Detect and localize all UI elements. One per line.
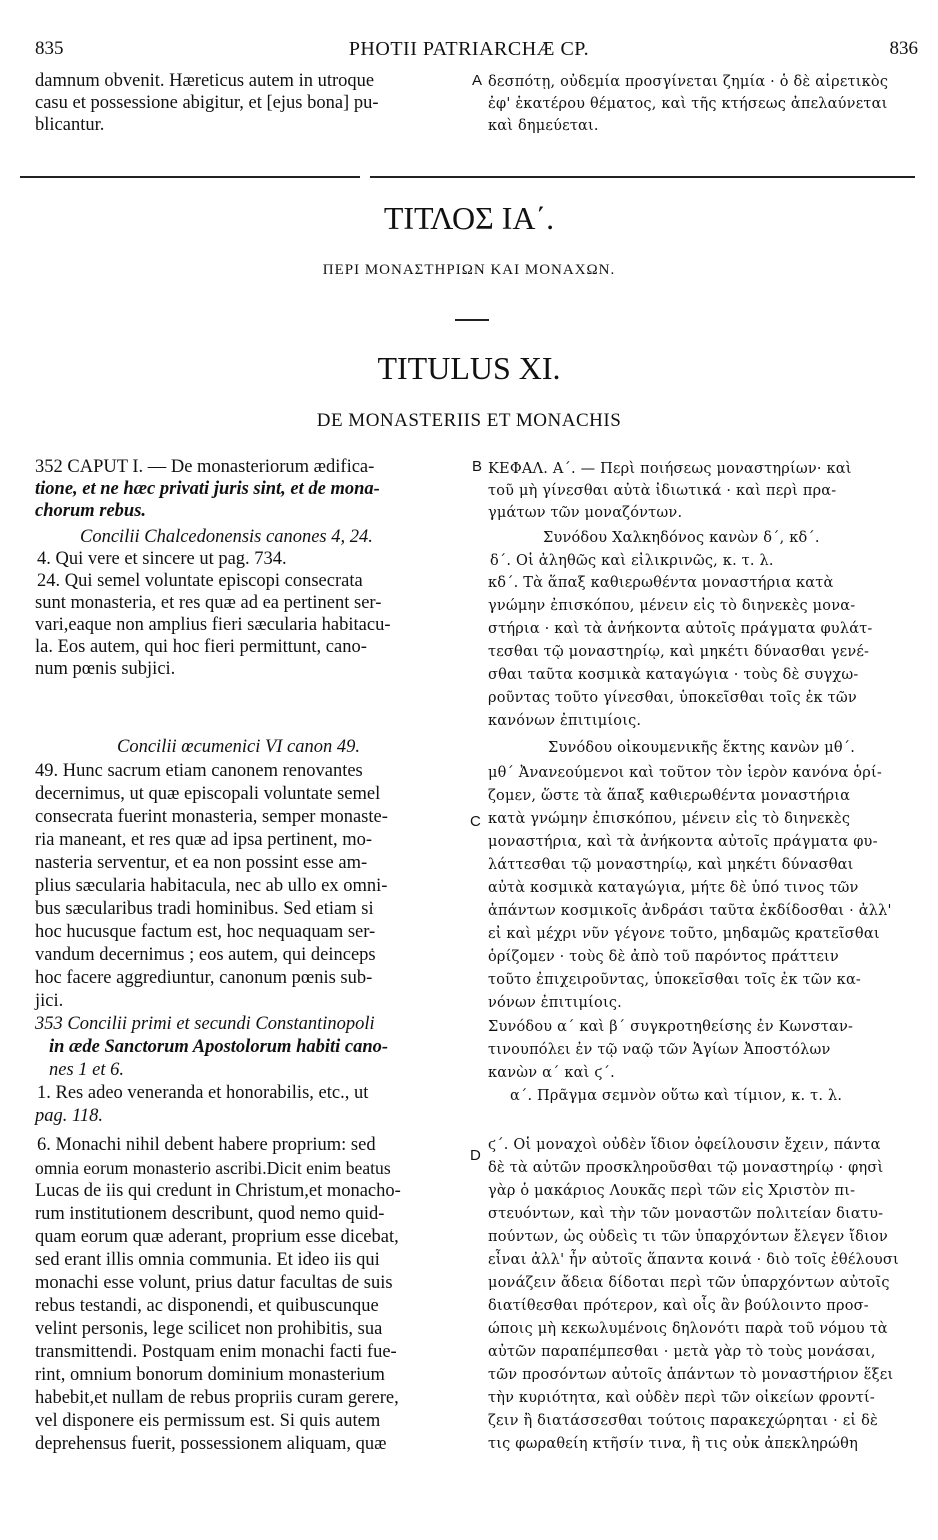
text-line: plius sæcularia habitacula, nec ab ullo ex omni-: [35, 876, 388, 896]
text-line: δὲ τὰ αὐτῶν προσκληροῦσθαι τῷ μοναστηρίῳ · φησὶ: [488, 1160, 884, 1176]
text-line: κανόνων ἐπιτιμίοις.: [488, 713, 642, 729]
text-line: αὐτὰ κοσμικὰ καταγώγια, μήτε δὲ ὑπό τινος τῶν: [488, 880, 859, 896]
margin-letter: C: [470, 813, 481, 830]
text-line: sunt monasteria, et res quæ ad ea pertinent ser-: [35, 593, 382, 613]
text-line: στήρια · καὶ τὰ ἀνήκοντα αὐτοῖς πράγματα φυλάτ-: [488, 621, 873, 637]
text-line: Συνόδου οἰκουμενικῆς ἕκτης κανὼν μθ΄.: [548, 740, 856, 756]
text-line: nes 1 et 6.: [49, 1060, 125, 1080]
text-line: ζειν ἢ διατάσσεσθαι τούτοις παρακεχώρηται · εἰ δὲ: [488, 1413, 879, 1429]
running-title: PHOTII PATRIARCHÆ CP.: [348, 38, 590, 60]
text-line: vandum decernimus ; eos autem, qui deinceps: [35, 945, 376, 965]
margin-letter: A: [472, 72, 483, 89]
divider-rule: [20, 176, 360, 178]
page-number-left: 835: [35, 38, 64, 59]
text-line: 49. Hunc sacrum etiam canonem renovantes: [35, 761, 363, 781]
text-line: casu et possessione abigitur, et [ejus bona] pu-: [35, 93, 379, 113]
text-line: 6. Monachi nihil debent habere proprium: sed: [37, 1135, 376, 1155]
text-line: quam eorum quæ aderant, proprium esse dicebat,: [35, 1227, 399, 1247]
margin-letter: D: [470, 1147, 481, 1164]
text-line: διατίθεσθαι πρότερον, καὶ οἷς ἂν βούλοιντο προσ-: [488, 1298, 869, 1314]
text-line: velint personis, lege scilicet non prohibitis, sua: [35, 1319, 383, 1339]
text-line: τεσθαι τῷ μοναστηρίῳ, καὶ μηκέτι δύνασθαι γενέ-: [488, 644, 870, 660]
latin-title: TITULUS XI.: [377, 350, 561, 386]
text-line: habebit,et nullam de rebus propriis curam gerere,: [35, 1388, 399, 1408]
text-line: rebus testandi, ac disponendi, et quibuscunque: [35, 1296, 379, 1316]
text-line: la. Eos autem, qui hoc fieri permittunt, cano-: [35, 637, 367, 657]
text-line: γὰρ ὁ μακάριος Λουκᾶς περὶ τῶν εἰς Χριστὸν πι-: [488, 1183, 856, 1199]
text-line: τὴν κυριότητα, καὶ οὐδὲν περὶ τῶν οἰκείων φροντί-: [488, 1390, 875, 1406]
text-line: num pœnis subjici.: [35, 659, 176, 679]
text-line: αὐτῶν παραπέμπεσθαι · μετὰ γὰρ τὸ τοὺς μονάσαι,: [488, 1344, 876, 1360]
text-line: 353 Concilii primi et secundi Constantinopoli: [35, 1014, 375, 1034]
text-line: μθ΄ Ἀνανεούμενοι καὶ τοῦτον τὸν ἱερὸν κανόνα ὁρί-: [488, 765, 882, 781]
text-line: ροῦντας τοῦτο γίνεσθαι, ὑποκεῖσθαι τοῖς ἐκ τῶν: [488, 690, 857, 706]
text-line: μοναστήρια, καὶ τὰ ἀνήκοντα αὐτοῖς πράγματα φυ-: [488, 834, 878, 850]
text-line: ΚΕΦΑΛ. Α΄. — Περὶ ποιήσεως μοναστηρίων· καὶ: [488, 461, 852, 477]
text-line: hoc hucusque factum est, hoc nequaquam ser-: [35, 922, 376, 942]
short-rule: [455, 319, 489, 321]
text-line: Lucas de iis qui credunt in Christum,et monacho-: [35, 1181, 401, 1201]
text-line: κδ΄. Τὰ ἅπαξ καθιερωθέντα μοναστήρια κατὰ: [488, 575, 834, 591]
text-line: transmittendi. Postquam enim monachi facti fue-: [35, 1342, 397, 1362]
text-line: 1. Res adeo veneranda et honorabilis, etc., ut: [37, 1083, 369, 1103]
text-line: vel disponere eis permissum est. Si quis autem: [35, 1411, 381, 1431]
text-line: 352 CAPUT I. — De monasteriorum ædifica-: [35, 457, 375, 477]
text-line: καὶ δημεύεται.: [488, 118, 599, 134]
text-line: ria maneant, et res quæ ad ipsa pertinent, mo-: [35, 830, 373, 850]
text-line: τινουπόλει ἐν τῷ ναῷ τῶν Ἁγίων Ἀποστόλων: [488, 1042, 831, 1058]
text-line: σθαι ταῦτα κοσμικὰ καταγώγια · τοὺς δὲ συγχω-: [488, 667, 859, 683]
page-number-right: 836: [889, 38, 918, 59]
text-line: rum institutionem describunt, quod nemo quid-: [35, 1204, 385, 1224]
text-line: Συνόδου α΄ καὶ β΄ συγκροτηθείσης ἐν Κωνσταν-: [488, 1019, 854, 1035]
text-line: ἁπάντων κοσμικοῖς ἀνδράσι ταῦτα ἐκδίδοσθαι · ἀλλ': [488, 903, 892, 919]
text-line: omnia eorum monasterio ascribi.Dicit enim beatus: [35, 1158, 391, 1178]
text-line: πούντων, ὡς οὐδεὶς τι τῶν ὑπαρχόντων ἔλεγεν ἴδιον: [488, 1229, 888, 1245]
text-line: bus sæcularibus tradi hominibus. Sed etiam si: [35, 899, 374, 919]
text-line: 24. Qui semel voluntate episcopi consecrata: [37, 571, 363, 591]
text-line: Concilii œcumenici VI canon 49.: [117, 737, 361, 757]
text-line: sed erant illis omnia communia. Et ideo iis qui: [35, 1250, 380, 1270]
text-line: ὁρίζομεν · τοὺς δὲ ἀπὸ τοῦ παρόντος πράττειν: [488, 949, 839, 965]
text-line: decernimus, ut quæ episcopali voluntate semel: [35, 784, 381, 804]
text-line: 4. Qui vere et sincere ut pag. 734.: [37, 549, 287, 569]
text-line: nasteria serventur, et ea non possint esse am-: [35, 853, 368, 873]
text-line: monachi esse volunt, prius datur facultas de suis: [35, 1273, 393, 1293]
divider-rule: [370, 176, 915, 178]
text-line: in æde Sanctorum Apostolorum habiti cano-: [49, 1037, 389, 1057]
latin-subtitle: DE MONASTERIIS ET MONACHIS: [316, 410, 622, 431]
text-line: εἰ καὶ μέχρι νῦν γέγονε τοῦτο, μηδαμῶς κρατεῖσθαι: [488, 926, 880, 942]
text-line: hoc facere aggrediuntur, canonum pœnis sub-: [35, 968, 373, 988]
text-line: pag. 118.: [35, 1106, 104, 1126]
text-line: δ΄. Οἱ ἀληθῶς καὶ εἰλικρινῶς, κ. τ. λ.: [490, 553, 774, 569]
text-line: νόνων ἐπιτιμίοις.: [488, 995, 622, 1011]
text-line: jici.: [35, 991, 64, 1011]
text-line: ζομεν, ὥστε τὰ ἅπαξ καθιερωθέντα μοναστήρια: [488, 788, 851, 804]
text-line: κατὰ γνώμην ἐπισκόπου, μένειν εἰς τὸ διηνεκὲς: [488, 811, 851, 827]
greek-title: ΤΙΤΛΟΣ ΙΑ΄.: [383, 200, 555, 236]
text-line: δεσπότῃ, οὐδεμία προσγίνεται ζημία · ὁ δὲ αἱρετικὸς: [488, 74, 889, 90]
text-line: deprehensus fuerit, possessionem aliquam, quæ: [35, 1434, 387, 1454]
text-line: εἶναι ἀλλ' ἦν αὐτοῖς ἅπαντα κοινά · διὸ τοῖς ἐθέλουσι: [488, 1252, 899, 1268]
text-line: γμάτων τῶν μοναζόντων.: [488, 505, 683, 521]
text-line: τοῦ μὴ γίνεσθαι αὐτὰ ἰδιωτικά · καὶ περὶ πρα-: [488, 483, 837, 499]
text-line: rint, omnium bonorum dominium monasterium: [35, 1365, 385, 1385]
text-line: λάττεσθαι τῷ μοναστηρίῳ, καὶ μηκέτι δύνασθαι: [488, 857, 854, 873]
text-line: γνώμην ἐπισκόπου, μένειν εἰς τὸ διηνεκὲς μονα-: [488, 598, 856, 614]
text-line: ἐφ' ἑκατέρου θέματος, καὶ τῆς κτήσεως ἀπελαύνεται: [488, 96, 888, 112]
text-line: chorum rebus.: [35, 501, 147, 521]
text-line: vari,eaque non amplius fieri sæcularia habitacu-: [35, 615, 391, 635]
text-line: τῶν προσόντων αὐτοῖς ἁπάντων τὸ μοναστήριον ἕξει: [488, 1367, 894, 1383]
text-line: Concilii Chalcedonensis canones 4, 24.: [80, 527, 373, 547]
text-line: ώποις μὴ κεκωλυμένοις δηλονότι παρὰ τοῦ νόμου τὰ: [488, 1321, 888, 1337]
text-line: Συνόδου Χαλκηδόνος κανὼν δ΄, κδ΄.: [543, 530, 820, 546]
margin-letter: B: [472, 458, 483, 475]
text-line: α΄. Πρᾶγμα σεμνὸν οὕτω καὶ τίμιον, κ. τ. λ.: [510, 1088, 843, 1104]
greek-subtitle: ΠΕΡΙ ΜΟΝΑΣΤΗΡΙΩΝ ΚΑΙ ΜΟΝΑΧΩΝ.: [322, 262, 616, 278]
text-line: τις φωραθείη κτῆσίν τινα, ἢ τις οὐκ ἀπεκληρώθη: [488, 1436, 858, 1452]
text-line: consecrata fuerint monasteria, semper monaste-: [35, 807, 388, 827]
text-line: ϛ΄. Οἱ μοναχοὶ οὐδὲν ἴδιον ὀφείλουσιν ἔχειν, πάντα: [488, 1137, 881, 1153]
text-line: τοῦτο ἐπιχειροῦντας, ὑποκεῖσθαι τοῖς ἐκ τῶν κα-: [488, 972, 862, 988]
text-line: στευόντων, καὶ τὴν τῶν μοναστῶν πολιτείαν διατυ-: [488, 1206, 884, 1222]
text-line: μονάζειν ἄδεια δίδοται περὶ τῶν ὑπαρχόντων αὐτοῖς: [488, 1275, 890, 1291]
text-line: blicantur.: [35, 115, 105, 135]
text-line: tione, et ne hæc privati juris sint, et de mona-: [35, 479, 380, 499]
text-line: damnum obvenit. Hæreticus autem in utroque: [35, 71, 375, 91]
text-line: κανὼν α΄ καὶ ϛ΄.: [488, 1065, 615, 1081]
